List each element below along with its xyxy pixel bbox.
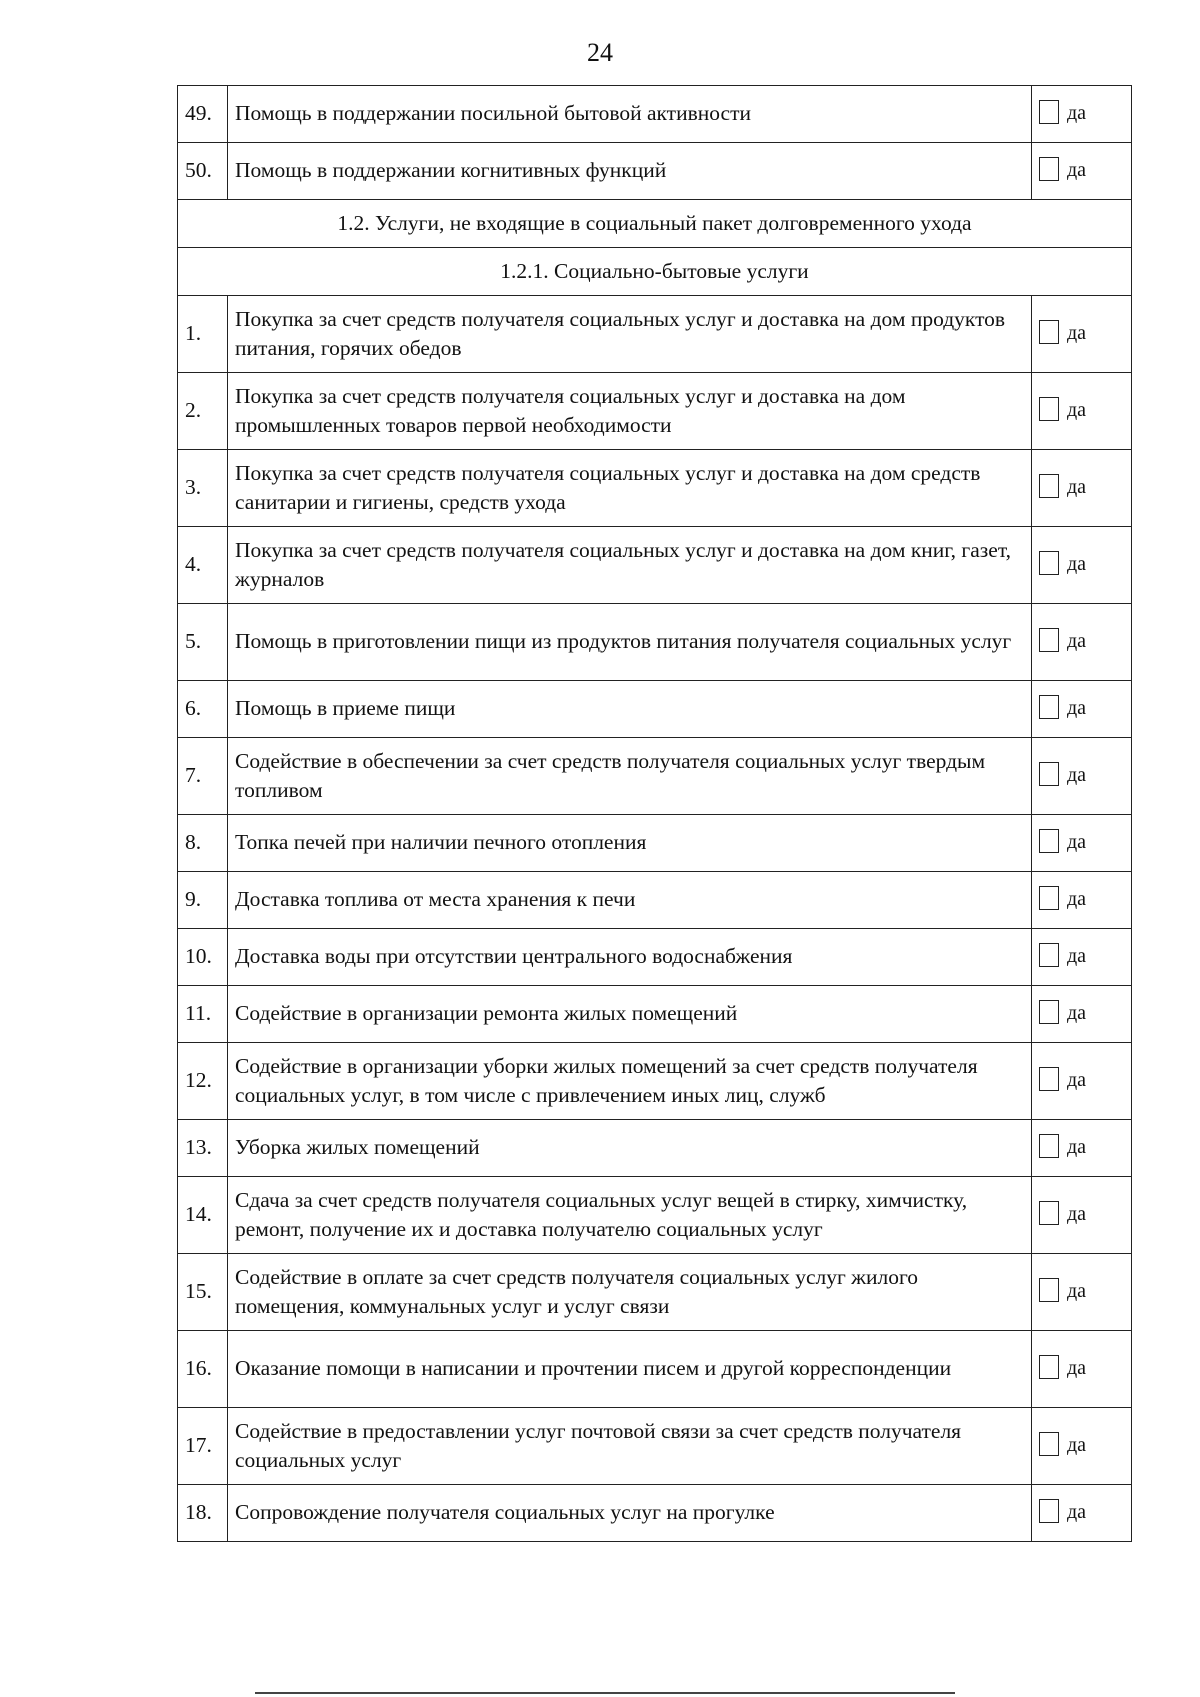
row-number: 7. bbox=[178, 738, 228, 815]
row-number: 49. bbox=[178, 86, 228, 143]
yes-checkbox-cell[interactable] bbox=[1032, 1043, 1132, 1120]
service-description: Уборка жилых помещений bbox=[228, 1120, 1032, 1177]
table-row bbox=[178, 1331, 1132, 1408]
row-number: 16. bbox=[178, 1331, 228, 1408]
service-description: Содействие в предоставлении услуг почтовой связи за счет средств получателя социальных услуг bbox=[228, 1408, 1032, 1485]
table-row bbox=[178, 86, 1132, 143]
checkbox-label: да bbox=[1067, 158, 1087, 181]
checkbox-icon[interactable] bbox=[1039, 1134, 1059, 1158]
section-heading-row bbox=[178, 200, 1132, 248]
service-description: Содействие в обеспечении за счет средств получателя социальных услуг твердым топливом bbox=[228, 738, 1032, 815]
service-description: Топка печей при наличии печного отопления bbox=[228, 815, 1032, 872]
row-number: 17. bbox=[178, 1408, 228, 1485]
yes-checkbox-cell[interactable] bbox=[1032, 1254, 1132, 1331]
row-number: 14. bbox=[178, 1177, 228, 1254]
yes-checkbox-cell[interactable] bbox=[1032, 450, 1132, 527]
table-row bbox=[178, 986, 1132, 1043]
checkbox-icon[interactable] bbox=[1039, 695, 1059, 719]
yes-checkbox-cell[interactable] bbox=[1032, 1331, 1132, 1408]
service-description: Доставка воды при отсутствии центрального водоснабжения bbox=[228, 929, 1032, 986]
yes-checkbox-cell[interactable] bbox=[1032, 86, 1132, 143]
checkbox-label: да bbox=[1067, 1135, 1087, 1158]
row-number: 13. bbox=[178, 1120, 228, 1177]
checkbox-icon[interactable] bbox=[1039, 320, 1059, 344]
service-description: Содействие в оплате за счет средств получателя социальных услуг жилого помещения, коммунальных услуг и услуг связи bbox=[228, 1254, 1032, 1331]
table-row bbox=[178, 1254, 1132, 1331]
checkbox-icon[interactable] bbox=[1039, 829, 1059, 853]
checkbox-icon[interactable] bbox=[1039, 1355, 1059, 1379]
row-number: 3. bbox=[178, 450, 228, 527]
service-description: Помощь в приготовлении пищи из продуктов питания получателя социальных услуг bbox=[228, 604, 1032, 681]
table-row bbox=[178, 1485, 1132, 1542]
checkbox-label: да bbox=[1067, 398, 1087, 421]
table-row bbox=[178, 1043, 1132, 1120]
service-description: Покупка за счет средств получателя социальных услуг и доставка на дом продуктов питания, горячих обедов bbox=[228, 296, 1032, 373]
table-row bbox=[178, 1408, 1132, 1485]
services-table bbox=[177, 85, 1132, 1542]
row-number: 9. bbox=[178, 872, 228, 929]
service-description: Помощь в поддержании когнитивных функций bbox=[228, 143, 1032, 200]
service-description: Покупка за счет средств получателя социальных услуг и доставка на дом книг, газет, журналов bbox=[228, 527, 1032, 604]
yes-checkbox-cell[interactable] bbox=[1032, 527, 1132, 604]
checkbox-label: да bbox=[1067, 887, 1087, 910]
yes-checkbox-cell[interactable] bbox=[1032, 929, 1132, 986]
checkbox-label: да bbox=[1067, 763, 1087, 786]
yes-checkbox-cell[interactable] bbox=[1032, 1485, 1132, 1542]
table-row bbox=[178, 681, 1132, 738]
service-description: Покупка за счет средств получателя социальных услуг и доставка на дом средств санитарии и гигиены, средств ухода bbox=[228, 450, 1032, 527]
yes-checkbox-cell[interactable] bbox=[1032, 373, 1132, 450]
yes-checkbox-cell[interactable] bbox=[1032, 604, 1132, 681]
yes-checkbox-cell[interactable] bbox=[1032, 296, 1132, 373]
checkbox-label: да bbox=[1067, 944, 1087, 967]
table-row bbox=[178, 527, 1132, 604]
checkbox-icon[interactable] bbox=[1039, 886, 1059, 910]
table-row bbox=[178, 143, 1132, 200]
checkbox-label: да bbox=[1067, 321, 1087, 344]
checkbox-icon[interactable] bbox=[1039, 551, 1059, 575]
table-row bbox=[178, 604, 1132, 681]
table-row bbox=[178, 815, 1132, 872]
checkbox-label: да bbox=[1067, 101, 1087, 124]
row-number: 10. bbox=[178, 929, 228, 986]
row-number: 18. bbox=[178, 1485, 228, 1542]
table-row bbox=[178, 373, 1132, 450]
checkbox-icon[interactable] bbox=[1039, 628, 1059, 652]
row-number: 6. bbox=[178, 681, 228, 738]
yes-checkbox-cell[interactable] bbox=[1032, 1408, 1132, 1485]
row-number: 50. bbox=[178, 143, 228, 200]
row-number: 11. bbox=[178, 986, 228, 1043]
yes-checkbox-cell[interactable] bbox=[1032, 815, 1132, 872]
section-heading: 1.2.1. Социально-бытовые услуги bbox=[178, 248, 1132, 296]
yes-checkbox-cell[interactable] bbox=[1032, 681, 1132, 738]
service-description: Сопровождение получателя социальных услуг на прогулке bbox=[228, 1485, 1032, 1542]
service-description: Помощь в приеме пищи bbox=[228, 681, 1032, 738]
yes-checkbox-cell[interactable] bbox=[1032, 738, 1132, 815]
row-number: 1. bbox=[178, 296, 228, 373]
checkbox-label: да bbox=[1067, 629, 1087, 652]
row-number: 4. bbox=[178, 527, 228, 604]
checkbox-icon[interactable] bbox=[1039, 474, 1059, 498]
service-description: Покупка за счет средств получателя социальных услуг и доставка на дом промышленных товаров первой необходимости bbox=[228, 373, 1032, 450]
table-row bbox=[178, 1120, 1132, 1177]
row-number: 15. bbox=[178, 1254, 228, 1331]
checkbox-icon[interactable] bbox=[1039, 1432, 1059, 1456]
section-heading-row bbox=[178, 248, 1132, 296]
checkbox-icon[interactable] bbox=[1039, 1201, 1059, 1225]
service-description: Сдача за счет средств получателя социальных услуг вещей в стирку, химчистку, ремонт, получение их и доставка получателю социальных услуг bbox=[228, 1177, 1032, 1254]
row-number: 2. bbox=[178, 373, 228, 450]
table-row bbox=[178, 296, 1132, 373]
table-row bbox=[178, 929, 1132, 986]
page-number: 24 bbox=[587, 38, 613, 67]
checkbox-icon[interactable] bbox=[1039, 397, 1059, 421]
yes-checkbox-cell[interactable] bbox=[1032, 1177, 1132, 1254]
table-row bbox=[178, 450, 1132, 527]
yes-checkbox-cell[interactable] bbox=[1032, 143, 1132, 200]
checkbox-icon[interactable] bbox=[1039, 100, 1059, 124]
section-heading: 1.2. Услуги, не входящие в социальный пакет долговременного ухода bbox=[178, 200, 1132, 248]
yes-checkbox-cell[interactable] bbox=[1032, 986, 1132, 1043]
checkbox-label: да bbox=[1067, 830, 1087, 853]
service-description: Содействие в организации ремонта жилых помещений bbox=[228, 986, 1032, 1043]
checkbox-label: да bbox=[1067, 1202, 1087, 1225]
checkbox-icon[interactable] bbox=[1039, 1000, 1059, 1024]
table-row bbox=[178, 1177, 1132, 1254]
table-row bbox=[178, 738, 1132, 815]
checkbox-icon[interactable] bbox=[1039, 943, 1059, 967]
checkbox-label: да bbox=[1067, 1068, 1087, 1091]
checkbox-icon[interactable] bbox=[1039, 1278, 1059, 1302]
checkbox-label: да bbox=[1067, 696, 1087, 719]
checkbox-label: да bbox=[1067, 1001, 1087, 1024]
row-number: 12. bbox=[178, 1043, 228, 1120]
checkbox-label: да bbox=[1067, 1433, 1087, 1456]
yes-checkbox-cell[interactable] bbox=[1032, 1120, 1132, 1177]
service-description: Содействие в организации уборки жилых помещений за счет средств получателя социальных услуг, в том числе с привлечением иных лиц, служб bbox=[228, 1043, 1032, 1120]
checkbox-label: да bbox=[1067, 1500, 1087, 1523]
service-description: Помощь в поддержании посильной бытовой активности bbox=[228, 86, 1032, 143]
row-number: 8. bbox=[178, 815, 228, 872]
yes-checkbox-cell[interactable] bbox=[1032, 872, 1132, 929]
checkbox-icon[interactable] bbox=[1039, 1499, 1059, 1523]
checkbox-label: да bbox=[1067, 552, 1087, 575]
checkbox-label: да bbox=[1067, 475, 1087, 498]
checkbox-icon[interactable] bbox=[1039, 1067, 1059, 1091]
service-description: Оказание помощи в написании и прочтении писем и другой корреспонденции bbox=[228, 1331, 1032, 1408]
checkbox-icon[interactable] bbox=[1039, 762, 1059, 786]
table-row bbox=[178, 872, 1132, 929]
checkbox-label: да bbox=[1067, 1279, 1087, 1302]
checkbox-icon[interactable] bbox=[1039, 157, 1059, 181]
bottom-rule bbox=[255, 1692, 955, 1694]
checkbox-label: да bbox=[1067, 1356, 1087, 1379]
service-description: Доставка топлива от места хранения к печи bbox=[228, 872, 1032, 929]
row-number: 5. bbox=[178, 604, 228, 681]
